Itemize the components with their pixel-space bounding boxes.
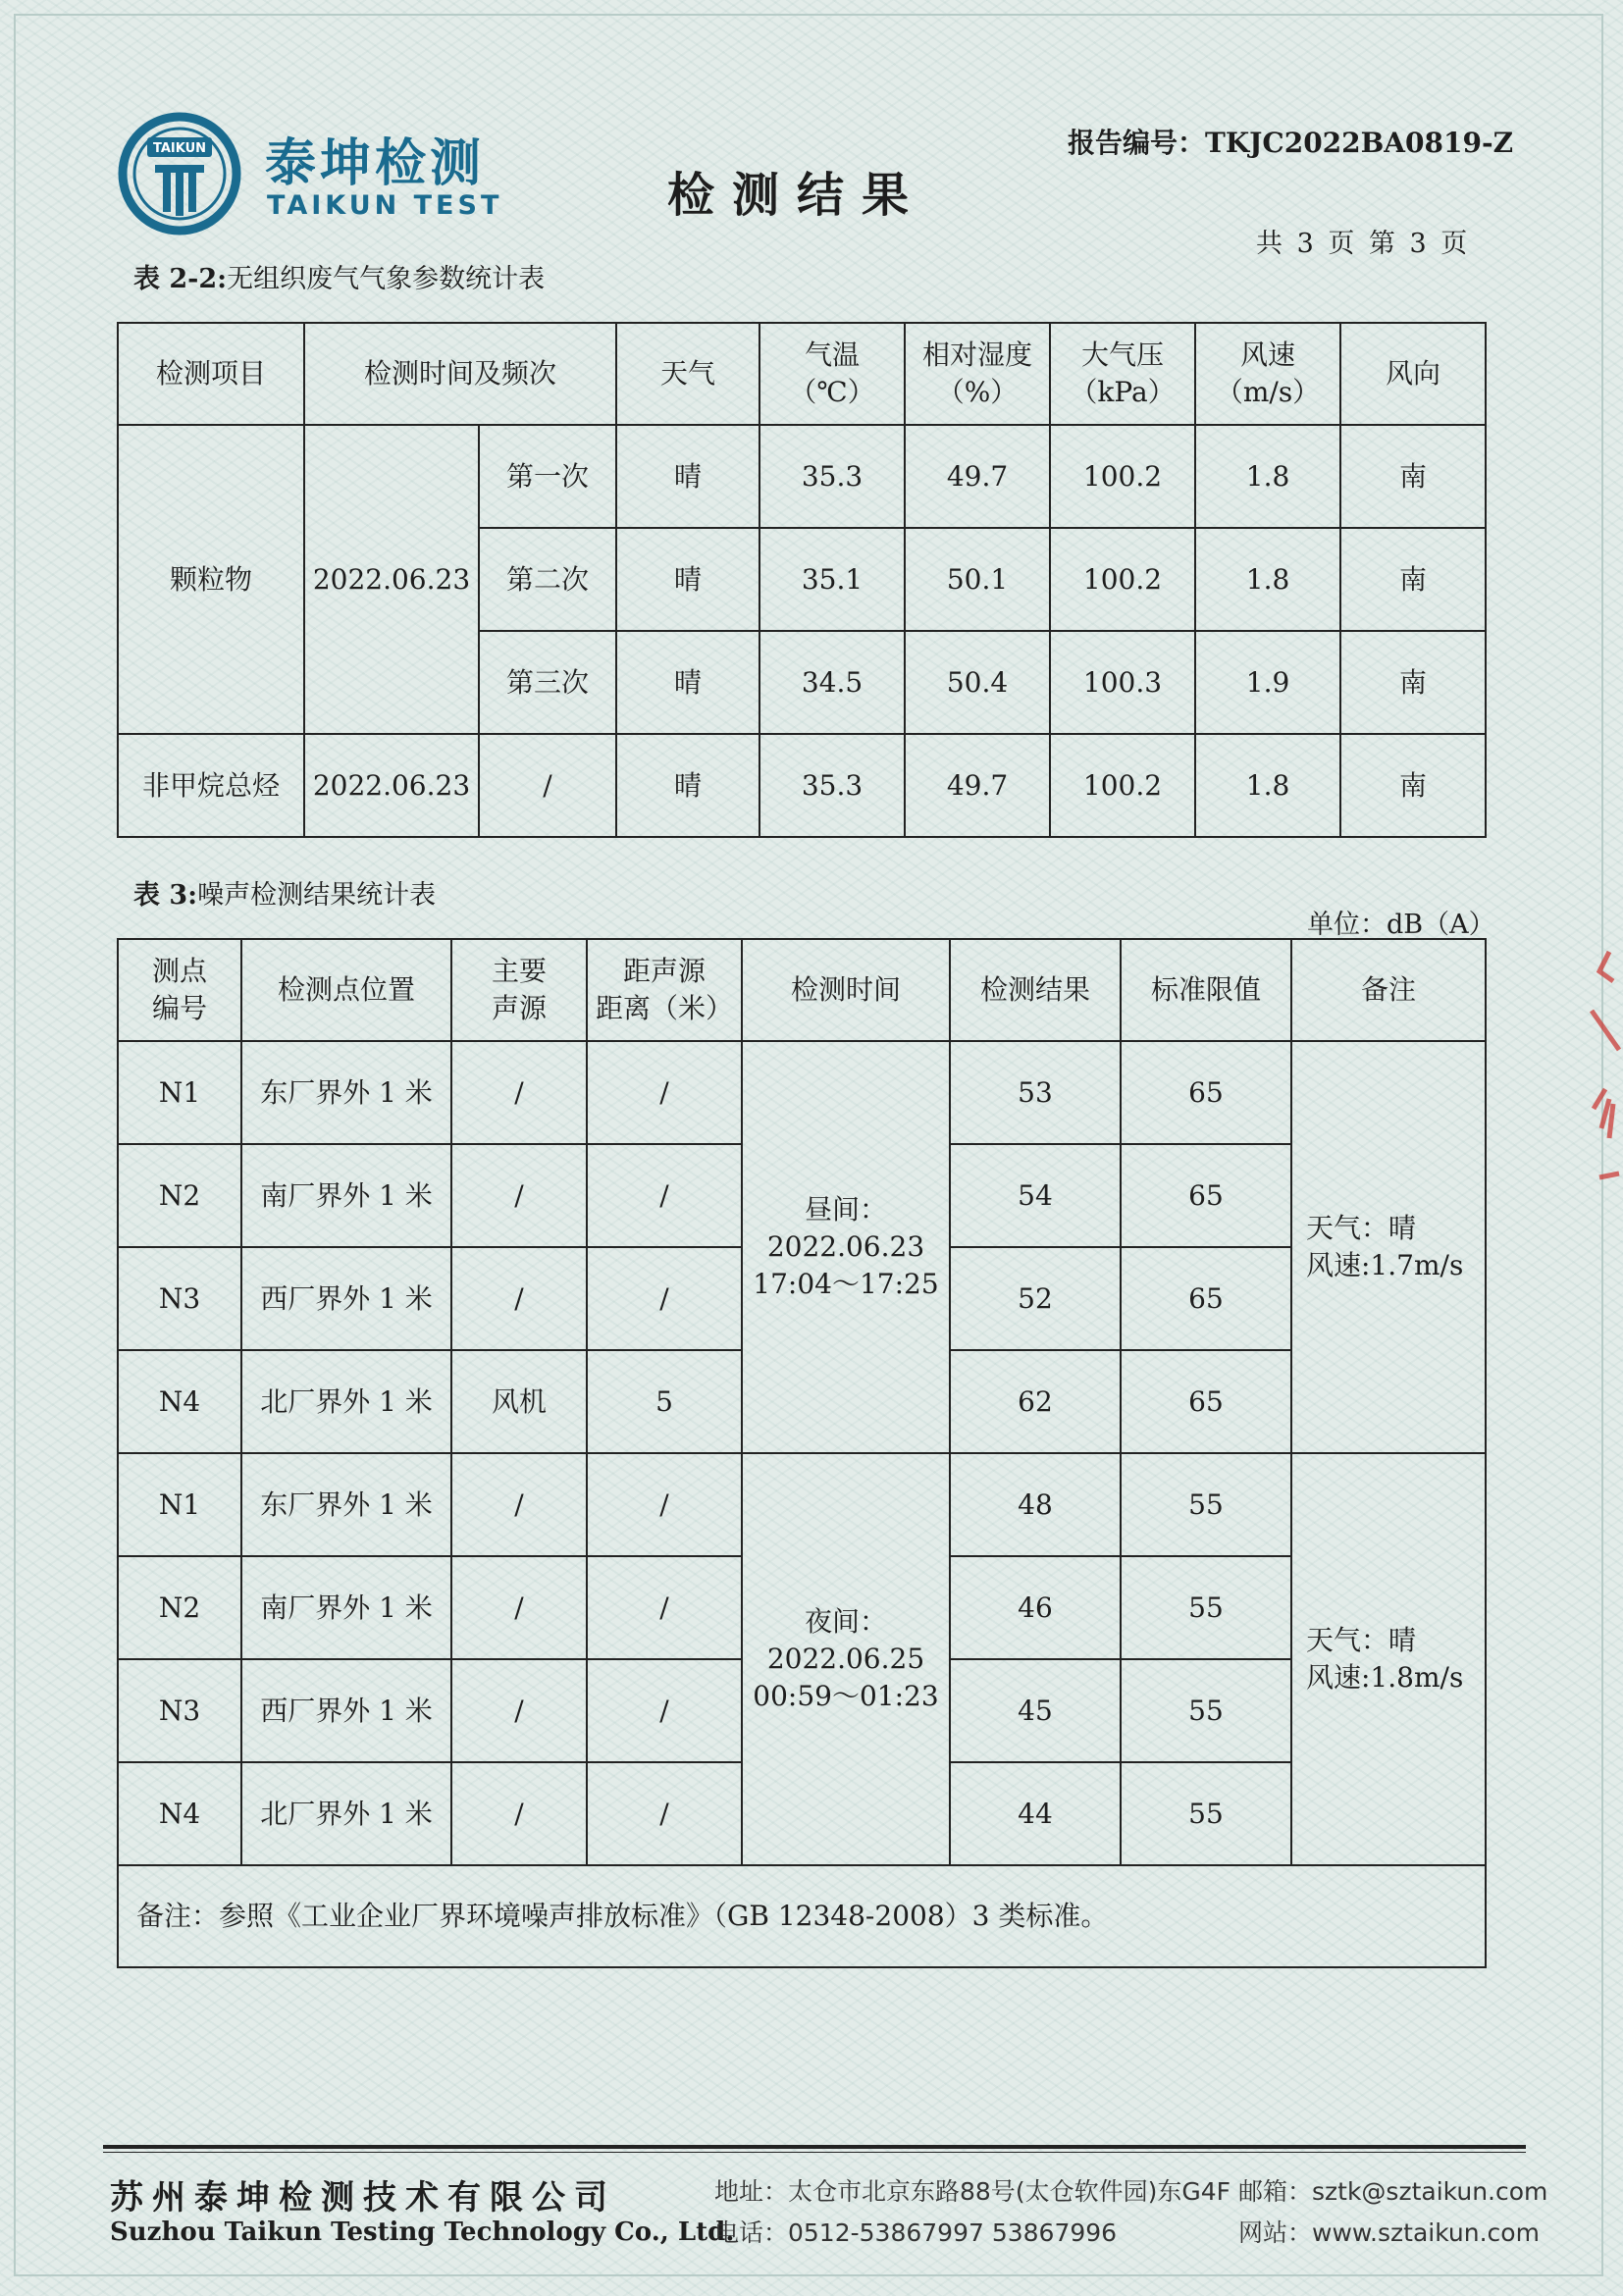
header-time: 检测时间	[742, 939, 950, 1041]
table-row	[118, 1041, 1486, 1144]
day-time-cell: 昼间： 2022.06.23 17:04～17:25	[742, 1041, 950, 1453]
date-cell: 2022.06.23	[304, 425, 479, 734]
page-title: 检测结果	[667, 168, 927, 223]
location-cell: 南厂界外 1 米	[241, 1556, 451, 1659]
location-cell: 西厂界外 1 米	[241, 1247, 451, 1350]
distance-cell: /	[587, 1453, 742, 1556]
table-note: 备注：参照《工业企业厂界环境噪声排放标准》（GB 12348-2008）3 类标准。	[118, 1865, 1486, 1967]
company-logo	[116, 110, 528, 237]
limit-cell: 65	[1121, 1144, 1291, 1247]
point-id-cell: N3	[118, 1247, 241, 1350]
freq-cell: /	[479, 734, 616, 837]
temp-cell: 35.3	[759, 425, 905, 528]
pressure-cell: 100.2	[1050, 528, 1195, 631]
distance-cell: 5	[587, 1350, 742, 1453]
wind-cell: 1.8	[1195, 734, 1340, 837]
header-weather: 天气	[616, 323, 759, 425]
day-remark-cell: 天气：晴 风速:1.7m/s	[1291, 1041, 1486, 1453]
table-row	[118, 425, 1486, 528]
point-id-cell: N2	[118, 1144, 241, 1247]
limit-cell: 65	[1121, 1247, 1291, 1350]
wind-cell: 1.8	[1195, 528, 1340, 631]
table2-caption	[133, 873, 436, 912]
header-pressure: 大气压 （kPa）	[1050, 323, 1195, 425]
temp-cell: 35.1	[759, 528, 905, 631]
distance-cell: /	[587, 1247, 742, 1350]
pressure-cell: 100.3	[1050, 631, 1195, 734]
freq-cell: 第二次	[479, 528, 616, 631]
pressure-cell: 100.2	[1050, 734, 1195, 837]
header-item: 检测项目	[118, 323, 304, 425]
source-cell: /	[451, 1556, 587, 1659]
company-name-cn: 苏州泰坤检测技术有限公司	[110, 2178, 616, 2218]
humidity-cell: 49.7	[905, 734, 1050, 837]
location-cell: 东厂界外 1 米	[241, 1041, 451, 1144]
company-phone: 电话：0512-53867997 53867996	[714, 2218, 1118, 2247]
table-note-row	[118, 1865, 1486, 1967]
header-result: 检测结果	[950, 939, 1121, 1041]
night-time-cell: 夜间： 2022.06.25 00:59～01:23	[742, 1453, 950, 1865]
result-cell: 48	[950, 1453, 1121, 1556]
noise-table	[117, 938, 1487, 1968]
company-address: 地址：太仓市北京东路88号(太仓软件园)东G4F	[714, 2177, 1230, 2206]
location-cell: 东厂界外 1 米	[241, 1453, 451, 1556]
distance-cell: /	[587, 1659, 742, 1762]
result-cell: 46	[950, 1556, 1121, 1659]
header-remark: 备注	[1291, 939, 1486, 1041]
header-wind-speed: 风速 （m/s）	[1195, 323, 1340, 425]
distance-cell: /	[587, 1556, 742, 1659]
header-source: 主要 声源	[451, 939, 587, 1041]
distance-cell: /	[587, 1762, 742, 1865]
limit-cell: 55	[1121, 1453, 1291, 1556]
source-cell: 风机	[451, 1350, 587, 1453]
direction-cell: 南	[1340, 425, 1486, 528]
logo-english-name: TAIKUN TEST	[267, 190, 503, 221]
table1-caption-number: 表 2-2:	[133, 264, 228, 294]
distance-cell: /	[587, 1041, 742, 1144]
company-name-en: Suzhou Taikun Testing Technology Co., Ltd.	[110, 2218, 735, 2247]
humidity-cell: 49.7	[905, 425, 1050, 528]
header-humidity: 相对湿度 （%）	[905, 323, 1050, 425]
humidity-cell: 50.4	[905, 631, 1050, 734]
freq-cell: 第一次	[479, 425, 616, 528]
wind-cell: 1.9	[1195, 631, 1340, 734]
direction-cell: 南	[1340, 734, 1486, 837]
table1-header-row	[118, 323, 1486, 425]
table2-caption-number: 表 3:	[133, 880, 198, 911]
limit-cell: 55	[1121, 1762, 1291, 1865]
point-id-cell: N1	[118, 1041, 241, 1144]
weather-cell: 晴	[616, 528, 759, 631]
direction-cell: 南	[1340, 528, 1486, 631]
footer-divider-thin	[103, 2152, 1526, 2153]
table-row	[118, 1453, 1486, 1556]
limit-cell: 65	[1121, 1350, 1291, 1453]
weather-cell: 晴	[616, 734, 759, 837]
result-cell: 54	[950, 1144, 1121, 1247]
header-distance: 距声源 距离（米）	[587, 939, 742, 1041]
date-cell: 2022.06.23	[304, 734, 479, 837]
source-cell: /	[451, 1659, 587, 1762]
table1-caption	[133, 257, 545, 295]
point-id-cell: N4	[118, 1350, 241, 1453]
result-cell: 52	[950, 1247, 1121, 1350]
limit-cell: 55	[1121, 1659, 1291, 1762]
partial-seal-stamp	[1580, 942, 1623, 1236]
logo-chinese-name: 泰坤检测	[265, 134, 486, 193]
limit-cell: 55	[1121, 1556, 1291, 1659]
result-cell: 44	[950, 1762, 1121, 1865]
source-cell: /	[451, 1144, 587, 1247]
unit-label: 单位：dB（A）	[1307, 910, 1495, 940]
result-cell: 53	[950, 1041, 1121, 1144]
point-id-cell: N3	[118, 1659, 241, 1762]
freq-cell: 第三次	[479, 631, 616, 734]
page-counter: 共 3 页 第 3 页	[1256, 229, 1468, 259]
weather-cell: 晴	[616, 631, 759, 734]
distance-cell: /	[587, 1144, 742, 1247]
pressure-cell: 100.2	[1050, 425, 1195, 528]
source-cell: /	[451, 1041, 587, 1144]
point-id-cell: N1	[118, 1453, 241, 1556]
report-number: 报告编号：TKJC2022BA0819-Z	[1068, 127, 1514, 159]
table-row	[118, 734, 1486, 837]
source-cell: /	[451, 1762, 587, 1865]
header-point-id: 测点 编号	[118, 939, 241, 1041]
item-cell: 非甲烷总烃	[118, 734, 304, 837]
night-remark-cell: 天气：晴 风速:1.8m/s	[1291, 1453, 1486, 1865]
header-limit: 标准限值	[1121, 939, 1291, 1041]
direction-cell: 南	[1340, 631, 1486, 734]
point-id-cell: N4	[118, 1762, 241, 1865]
company-email: 邮箱：sztk@sztaikun.com	[1238, 2177, 1548, 2206]
source-cell: /	[451, 1247, 587, 1350]
location-cell: 北厂界外 1 米	[241, 1762, 451, 1865]
header-time: 检测时间及频次	[304, 323, 616, 425]
point-id-cell: N2	[118, 1556, 241, 1659]
company-website: 网站：www.sztaikun.com	[1238, 2218, 1540, 2247]
header-location: 检测点位置	[241, 939, 451, 1041]
location-cell: 西厂界外 1 米	[241, 1659, 451, 1762]
taikun-emblem-icon	[116, 110, 243, 237]
result-cell: 62	[950, 1350, 1121, 1453]
table2-caption-text: 噪声检测结果统计表	[197, 880, 437, 911]
weather-cell: 晴	[616, 425, 759, 528]
table1-caption-text: 无组织废气气象参数统计表	[227, 264, 546, 294]
table2-header-row	[118, 939, 1486, 1041]
header-wind-direction: 风向	[1340, 323, 1486, 425]
location-cell: 北厂界外 1 米	[241, 1350, 451, 1453]
temp-cell: 34.5	[759, 631, 905, 734]
footer-divider	[103, 2145, 1526, 2149]
limit-cell: 65	[1121, 1041, 1291, 1144]
location-cell: 南厂界外 1 米	[241, 1144, 451, 1247]
meteorological-table	[117, 322, 1487, 838]
result-cell: 45	[950, 1659, 1121, 1762]
temp-cell: 35.3	[759, 734, 905, 837]
header-temperature: 气温 （℃）	[759, 323, 905, 425]
source-cell: /	[451, 1453, 587, 1556]
item-cell: 颗粒物	[118, 425, 304, 734]
humidity-cell: 50.1	[905, 528, 1050, 631]
logo-ring-text: TAIKUN	[152, 141, 207, 156]
wind-cell: 1.8	[1195, 425, 1340, 528]
